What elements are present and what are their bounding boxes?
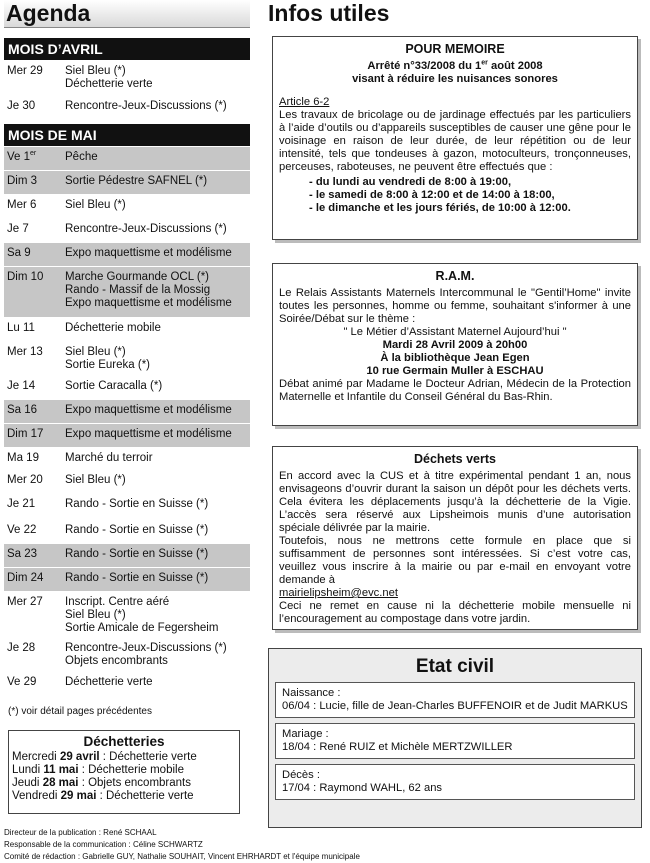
memoire-box xyxy=(272,36,638,240)
event-date: Ve 29 xyxy=(7,676,37,688)
dechets-p2: Toutefois, nous ne mettrons cette formule en place que si suffisamment de personnes sont intéressées. Si c’est votre cas, veuillez vous inscrire à la mairie ou par e-mail en envoyant votre demande à xyxy=(279,535,631,586)
event-line: Marché du terroir xyxy=(65,452,153,464)
event-line: Déchetterie verte xyxy=(65,676,153,688)
agenda-event-row xyxy=(4,266,250,317)
event-title xyxy=(65,151,250,170)
event-line: Sortie Amicale de Fegersheim xyxy=(65,622,219,634)
agenda-event-row xyxy=(4,60,250,95)
agenda-event-row xyxy=(4,493,250,519)
event-title xyxy=(65,100,250,123)
event-title xyxy=(65,223,250,242)
ram-address: 10 rue Germain Muller à ESCHAU xyxy=(366,365,544,377)
dechetteries-box xyxy=(8,730,240,814)
agenda-event-row xyxy=(4,399,250,423)
event-line: Expo maquettisme et modélisme xyxy=(65,428,232,440)
infos-column xyxy=(262,0,646,794)
event-line: Expo maquettisme et modélisme xyxy=(65,247,232,259)
event-line: Rencontre-Jeux-Discussions (*) xyxy=(65,642,227,654)
event-date: Dim 3 xyxy=(7,175,38,187)
deces-section xyxy=(275,764,635,800)
infos-title: Infos utiles xyxy=(268,0,390,26)
event-line: Pêche xyxy=(65,151,98,163)
event-line: Sortie Pédestre SAFNEL (*) xyxy=(65,175,208,187)
deces-label: Décès : xyxy=(282,769,320,781)
dechets-verts-box xyxy=(272,446,638,630)
event-line: Sortie Eureka (*) xyxy=(65,359,151,371)
event-date: Sa 23 xyxy=(7,548,38,560)
agenda-event-row xyxy=(4,469,250,493)
event-line: Siel Bleu (*) xyxy=(65,474,126,486)
mariage-label: Mariage : xyxy=(282,728,329,740)
event-line: Rando - Sortie en Suisse (*) xyxy=(65,572,209,584)
mariage-section xyxy=(275,723,635,759)
agenda-event-row xyxy=(4,218,250,242)
etat-civil-title: Etat civil xyxy=(415,656,495,677)
memoire-hours-item: - le dimanche et les jours fériés, de 10:00 à 12:00. xyxy=(309,202,631,215)
event-date: Mer 13 xyxy=(7,346,43,358)
event-line: Siel Bleu (*) xyxy=(65,199,126,211)
event-date: Dim 17 xyxy=(7,428,44,440)
event-date: Mer 6 xyxy=(7,199,37,211)
event-date: Dim 24 xyxy=(7,572,44,584)
event-date: Mer 27 xyxy=(7,596,43,608)
event-line: Rencontre-Jeux-Discussions (*) xyxy=(65,100,227,112)
memoire-subtitle: visant à réduire les nuisances sonores xyxy=(352,73,558,85)
event-line: Déchetterie mobile xyxy=(65,322,161,334)
ram-theme: " Le Métier d’Assistant Maternel Aujourd’hui " xyxy=(343,326,567,338)
dechetterie-item: Vendredi 29 mai : Déchetterie verte xyxy=(12,790,194,802)
agenda-event-row xyxy=(4,146,250,170)
ram-place: À la bibliothèque Jean Egen xyxy=(380,352,530,364)
event-line: Déchetterie verte xyxy=(65,78,153,90)
agenda-event-row xyxy=(4,567,250,591)
event-title xyxy=(65,380,250,399)
event-title xyxy=(65,428,250,447)
event-title xyxy=(65,175,250,194)
colophon-line: Responsable de la communication : Céline SCHWARTZ xyxy=(4,840,203,849)
agenda-event-row xyxy=(4,317,250,341)
event-line: Rando - Massif de la Mossig xyxy=(65,284,211,296)
event-line: Sortie Caracalla (*) xyxy=(65,380,163,392)
april-header: MOIS D’AVRIL xyxy=(4,38,250,60)
event-title xyxy=(65,271,250,317)
event-title xyxy=(65,322,250,341)
dechetteries-title: Déchetteries xyxy=(83,734,165,749)
event-date: Sa 16 xyxy=(7,404,38,416)
event-date: Je 28 xyxy=(7,642,36,654)
event-line: Objets encombrants xyxy=(65,655,168,667)
event-date: Lu 11 xyxy=(7,322,35,334)
event-title xyxy=(65,65,250,95)
event-line: Inscript. Centre aéré xyxy=(65,596,170,608)
event-title xyxy=(65,642,250,671)
event-line: Siel Bleu (*) xyxy=(65,609,126,621)
event-line: Rando - Sortie en Suisse (*) xyxy=(65,548,209,560)
mariage-text: 18/04 : René RUIZ et Michèle MERTZWILLER xyxy=(282,741,513,753)
dechetterie-item: Lundi 11 mai : Déchetterie mobile xyxy=(12,764,184,776)
colophon xyxy=(4,827,360,863)
event-title xyxy=(65,524,250,543)
may-event-list xyxy=(4,146,250,695)
ram-footer: Débat animé par Madame le Docteur Adrian, Médecin de la Protection Maternelle et Infantile du Conseil Général du Bas-Rhin. xyxy=(279,378,631,403)
event-date: Je 30 xyxy=(7,100,36,112)
memoire-title: POUR MEMOIRE xyxy=(405,42,505,56)
agenda-event-row xyxy=(4,671,250,695)
deces-text: 17/04 : Raymond WAHL, 62 ans xyxy=(282,782,443,794)
etat-civil-box xyxy=(268,648,642,828)
event-line: Marche Gourmande OCL (*) xyxy=(65,271,210,283)
memoire-hours-item: - du lundi au vendredi de 8:00 à 19:00, xyxy=(309,176,631,189)
ram-body: Le Relais Assistants Maternels Intercommunal le "Gentil’Home" invite toutes les personnes, homme ou femme, souhaitant s'informer à une Soirée/Débat sur le thème : xyxy=(279,287,631,325)
event-date: Mer 20 xyxy=(7,474,43,486)
event-date: Je 7 xyxy=(7,223,29,235)
dechetterie-item: Jeudi 28 mai : Objets encombrants xyxy=(12,777,191,789)
ram-box xyxy=(272,263,638,426)
naissance-section xyxy=(275,682,635,718)
agenda-title: Agenda xyxy=(4,0,250,28)
agenda-event-row xyxy=(4,95,250,123)
event-title xyxy=(65,404,250,423)
dechetteries-list xyxy=(9,751,239,803)
event-date: Je 14 xyxy=(7,380,36,392)
agenda-event-row xyxy=(4,242,250,266)
agenda-event-row xyxy=(4,637,250,671)
ram-title: R.A.M. xyxy=(435,269,475,283)
event-title xyxy=(65,346,250,375)
event-title xyxy=(65,676,250,695)
naissance-label: Naissance : xyxy=(282,687,341,699)
agenda-event-row xyxy=(4,375,250,399)
agenda-column xyxy=(4,0,250,695)
event-date: Je 21 xyxy=(7,498,36,510)
dechets-p3: Ceci ne remet en cause ni la déchetterie mobile mensuelle ni l’encouragement au compostage dans votre jardin. xyxy=(279,600,631,625)
event-date: Ve 22 xyxy=(7,524,37,536)
dechets-email-link[interactable]: mairielipsheim@evc.net xyxy=(279,587,398,599)
colophon-line: Directeur de la publication : René SCHAAL xyxy=(4,828,157,837)
event-title xyxy=(65,548,250,567)
event-line: Expo maquettisme et modélisme xyxy=(65,297,232,309)
dechets-p1: En accord avec la CUS et à titre expérimental pendant 1 an, nous envisageons d’ouvrir durant la saison un dépôt pour les déchets verts. Cela évitera les déplacements jusqu’à la déchetterie de la Vigie. L’accès sera réservé aux Lipsheimois munis d’une autorisation spéciale délivrée par la mairie. xyxy=(279,470,631,534)
dechetterie-item: Mercredi 29 avril : Déchetterie verte xyxy=(12,751,197,763)
memoire-body: Les travaux de bricolage ou de jardinage effectués par les particuliers à l’aide d’outils ou d’appareils susceptibles de causer une gêne pour le voisinage en raison de leur durée, de leur répétition ou de leur intensité, tels que tondeuses à gazon, motoculteurs, tronçonneuses, perceuses, raboteuses, ne peuvent être effectués que : xyxy=(279,109,631,173)
dechets-title: Déchets verts xyxy=(414,452,496,466)
agenda-event-row xyxy=(4,447,250,469)
agenda-event-row xyxy=(4,423,250,447)
event-title xyxy=(65,247,250,266)
event-title xyxy=(65,498,250,519)
event-line: Siel Bleu (*) xyxy=(65,346,126,358)
agenda-event-row xyxy=(4,341,250,375)
naissance-text: 06/04 : Lucie, fille de Jean-Charles BUFFENOIR et de Judit MARKUS xyxy=(282,700,628,712)
event-line: Rando - Sortie en Suisse (*) xyxy=(65,498,209,510)
event-date: Dim 10 xyxy=(7,271,44,283)
ram-date: Mardi 28 Avril 2009 à 20h00 xyxy=(382,339,528,351)
memoire-hours-item: - le samedi de 8:00 à 12:00 et de 14:00 à 18:00, xyxy=(309,189,631,202)
event-line: Siel Bleu (*) xyxy=(65,65,126,77)
agenda-event-row xyxy=(4,543,250,567)
memoire-arrete: Arrêté n°33/2008 du 1er août 2008 xyxy=(367,59,543,72)
agenda-footnote: (*) voir détail pages précédentes xyxy=(8,706,152,717)
event-title xyxy=(65,199,250,218)
event-date: Sa 9 xyxy=(7,247,31,259)
event-date: Ma 19 xyxy=(7,452,39,464)
agenda-event-row xyxy=(4,591,250,637)
event-line: Rencontre-Jeux-Discussions (*) xyxy=(65,223,227,235)
agenda-event-row xyxy=(4,194,250,218)
event-title xyxy=(65,452,250,469)
memoire-hours xyxy=(279,176,631,215)
event-title xyxy=(65,572,250,591)
event-date: Ve 1er xyxy=(7,150,37,163)
colophon-line: Comité de rédaction : Gabrielle GUY, Nathalie SOUHAIT, Vincent EHRHARDT et l'équipe municipale xyxy=(4,852,360,861)
agenda-event-row xyxy=(4,170,250,194)
event-date: Mer 29 xyxy=(7,65,43,77)
april-event-list xyxy=(4,60,250,123)
event-title xyxy=(65,474,250,493)
memoire-article: Article 6-2 xyxy=(279,96,330,108)
may-header: MOIS DE MAI xyxy=(4,124,250,146)
event-title xyxy=(65,596,250,637)
event-line: Expo maquettisme et modélisme xyxy=(65,404,232,416)
event-line: Rando - Sortie en Suisse (*) xyxy=(65,524,209,536)
agenda-event-row xyxy=(4,519,250,543)
